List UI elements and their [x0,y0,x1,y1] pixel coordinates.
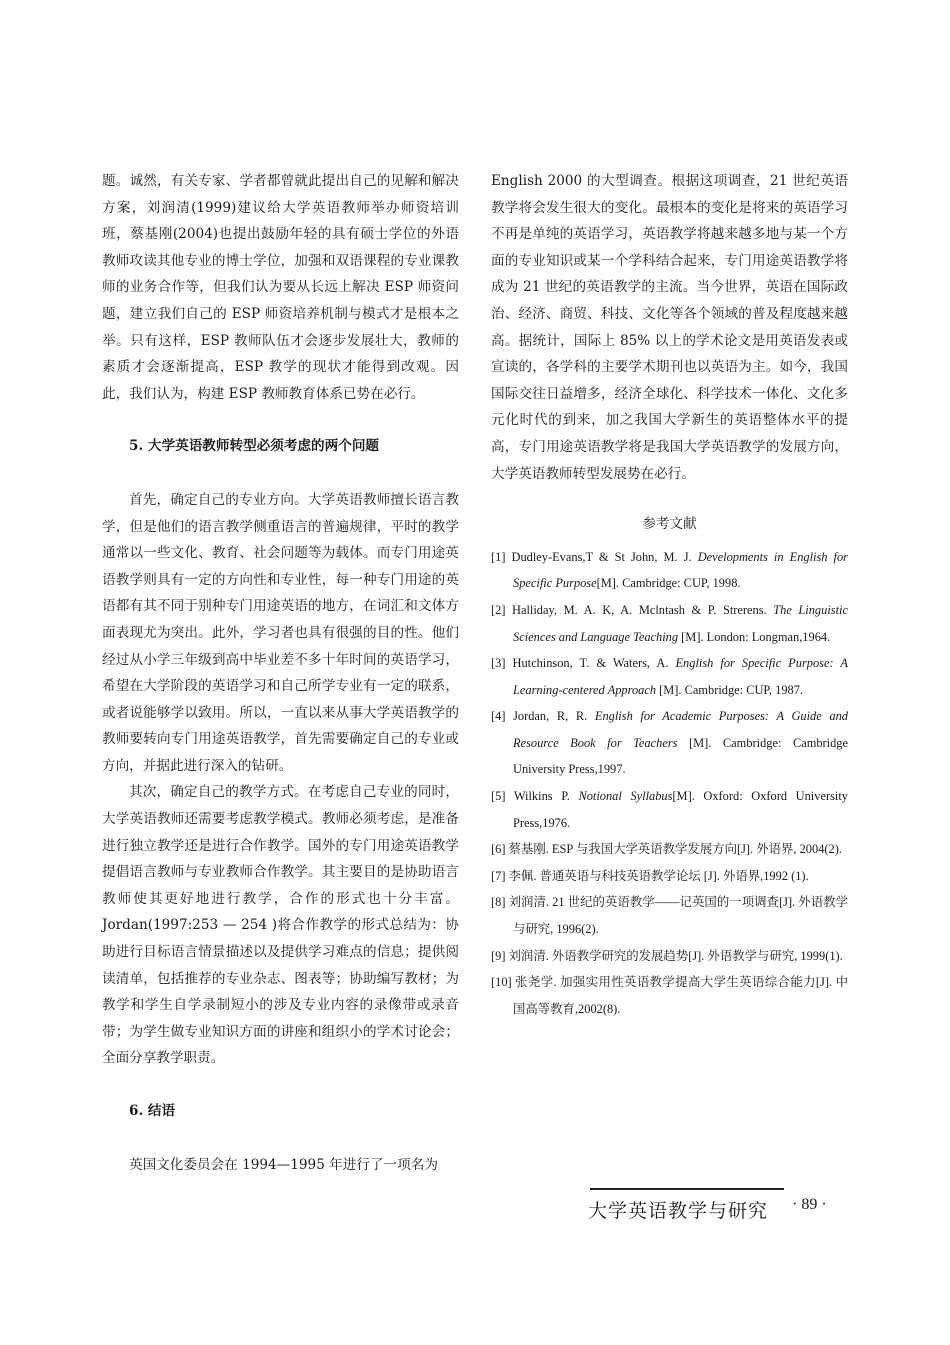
left-column [102,168,459,1178]
reference-item: [4] Jordan, R, R. English for Academic Purposes: A Guide and Resource Book for Teachers [M]. Cambridge: Cambridge University Press,1997. [491,709,849,777]
reference-item: [1] Dudley-Evans,T & St John, M. J. Developments in English for Specific Purpose[M]. Cambridge: CUP, 1998. [491,549,849,591]
section-heading-5: 5. 大学英语教师转型必须考虑的两个问题 [129,438,380,455]
reference-list [491,544,848,1023]
journal-name: 大学英语教学与研究 [588,1200,769,1222]
reference-item: [9] 刘润清. 外语教学研究的发展趋势[J]. 外语教学与研究, 1999(1). [491,948,843,963]
paragraph: 首先，确定自己的专业方向。大学英语教师擅长语言教学，但是他们的语言教学侧重语言的普遍规律，平时的教学通常以一些文化、教育、社会问题等为载体。而专门用途英语教学则具有一定的方向性和专业性，每一种专门用途的英语都有其不同于别种专门用途英语的地方，在词汇和文体方面表现尤为突出。此外，学习者也具有很强的目的性。他们经过从小学三年级到高中毕业差不多十年时间的英语学习，希望在大学阶段的英语学习和自己所学专业有一定的联系，或者说能够学以致用。所以，一直以来从事大学英语教学的教师要转向专门用途英语教学，首先需要确定自己的专业或方向，并据此进行深入的钻研。 [102,491,459,774]
reference-item: [7] 李佩. 普通英语与科技英语教学论坛 [J]. 外语界,1992 (1). [491,868,809,883]
footer-rule [590,1188,784,1190]
right-column [491,168,848,1022]
reference-item: [8] 刘润清. 21 世纪的英语教学——记英国的一项调查[J]. 外语教学与研究, 1996(2). [491,895,848,937]
paragraph: English 2000 的大型调查。根据这项调查，21 世纪英语教学将会发生很大的变化。最根本的变化是将来的英语学习不再是单纯的英语学习，英语教学将越来越多地与某一个方面的专业知识或某一个学科结合起来，专门用途英语教学将成为 21 世纪的英语教学的主流。当今世界，英语在国际政治、经济、商贸、科技、文化等各个领域的普及程度越来越高。据统计，国际上 85% 以上的学术论文是用英语发表或宣读的，各学科的主要学术期刊也以英语为主。如今，我国国际交往日益增多，经济全球化、科学技术一体化、文化多元化时代的到来，加之我国大学新生的英语整体水平的提高，专门用途英语教学将是我国大学英语教学的发展方向，大学英语教师转型发展势在必行。 [491,173,848,482]
paragraph: 题。诚然，有关专家、学者都曾就此提出自己的见解和解决方案，刘润清(1999)建议给大学英语教师举办师资培训班，蔡基刚(2004)也提出鼓励年轻的具有硕士学位的外语教师攻读其他专业的博士学位，加强和双语课程的专业课教师的业务合作等，但我们认为要从长远上解决 ESP 师资问题，建立我们自己的 ESP 师资培养机制与模式才是根本之举。只有这样，ESP 教师队伍才会逐步发展壮大，教师的素质才会逐渐提高，ESP 教学的现状才能得到改观。因此，我们认为，构建 ESP 教师教育体系已势在必行。 [102,173,459,402]
section-heading-6: 6. 结语 [129,1103,176,1119]
reference-item: [6] 蔡基刚. ESP 与我国大学英语教学发展方向[J]. 外语界, 2004(2). [491,842,842,857]
reference-item: [10] 张尧学. 加强实用性英语教学提高大学生英语综合能力[J]. 中国高等教育,2002(8). [491,975,848,1016]
page-number: · 89 · [792,1196,827,1213]
reference-item: [3] Hutchinson, T. & Waters, A. English for Specific Purpose: A Learning-centered Approach [M]. Cambridge: CUP, 1987. [491,656,849,697]
references-title: 参考文献 [642,516,697,533]
reference-item: [2] Halliday, M. A. K, A. Mclntash & P. Strerens. The Linguistic Sciences and Language Teaching [M]. London: Longman,1964. [491,602,848,644]
paragraph: 其次，确定自己的教学方式。在考虑自己专业的同时，大学英语教师还需要考虑教学模式。教师必须考虑，是准备进行独立教学还是进行合作教学。国外的专门用途英语教学提倡语言教师与专业教师合作教学。其主要目的是协助语言教师使其更好地进行教学，合作的形式也十分丰富。Jordan(1997:253 — 254 )将合作教学的形式总结为：协助进行目标语言情景描述以及提供学习难点的信息；提供阅读清单，包括推荐的专业杂志、图表等；协助编写教材；为教学和学生自学录制短小的涉及专业内容的录像带或录音带；为学生做专业知识方面的讲座和组织小的学术讨论会；全面分享教学职责。 [102,784,459,1067]
reference-item: [5] Wilkins P. Notional Syllabus[M]. Oxford: Oxford University Press,1976. [491,789,848,830]
paragraph: 英国文化委员会在 1994—1995 年进行了一项名为 [129,1156,438,1173]
